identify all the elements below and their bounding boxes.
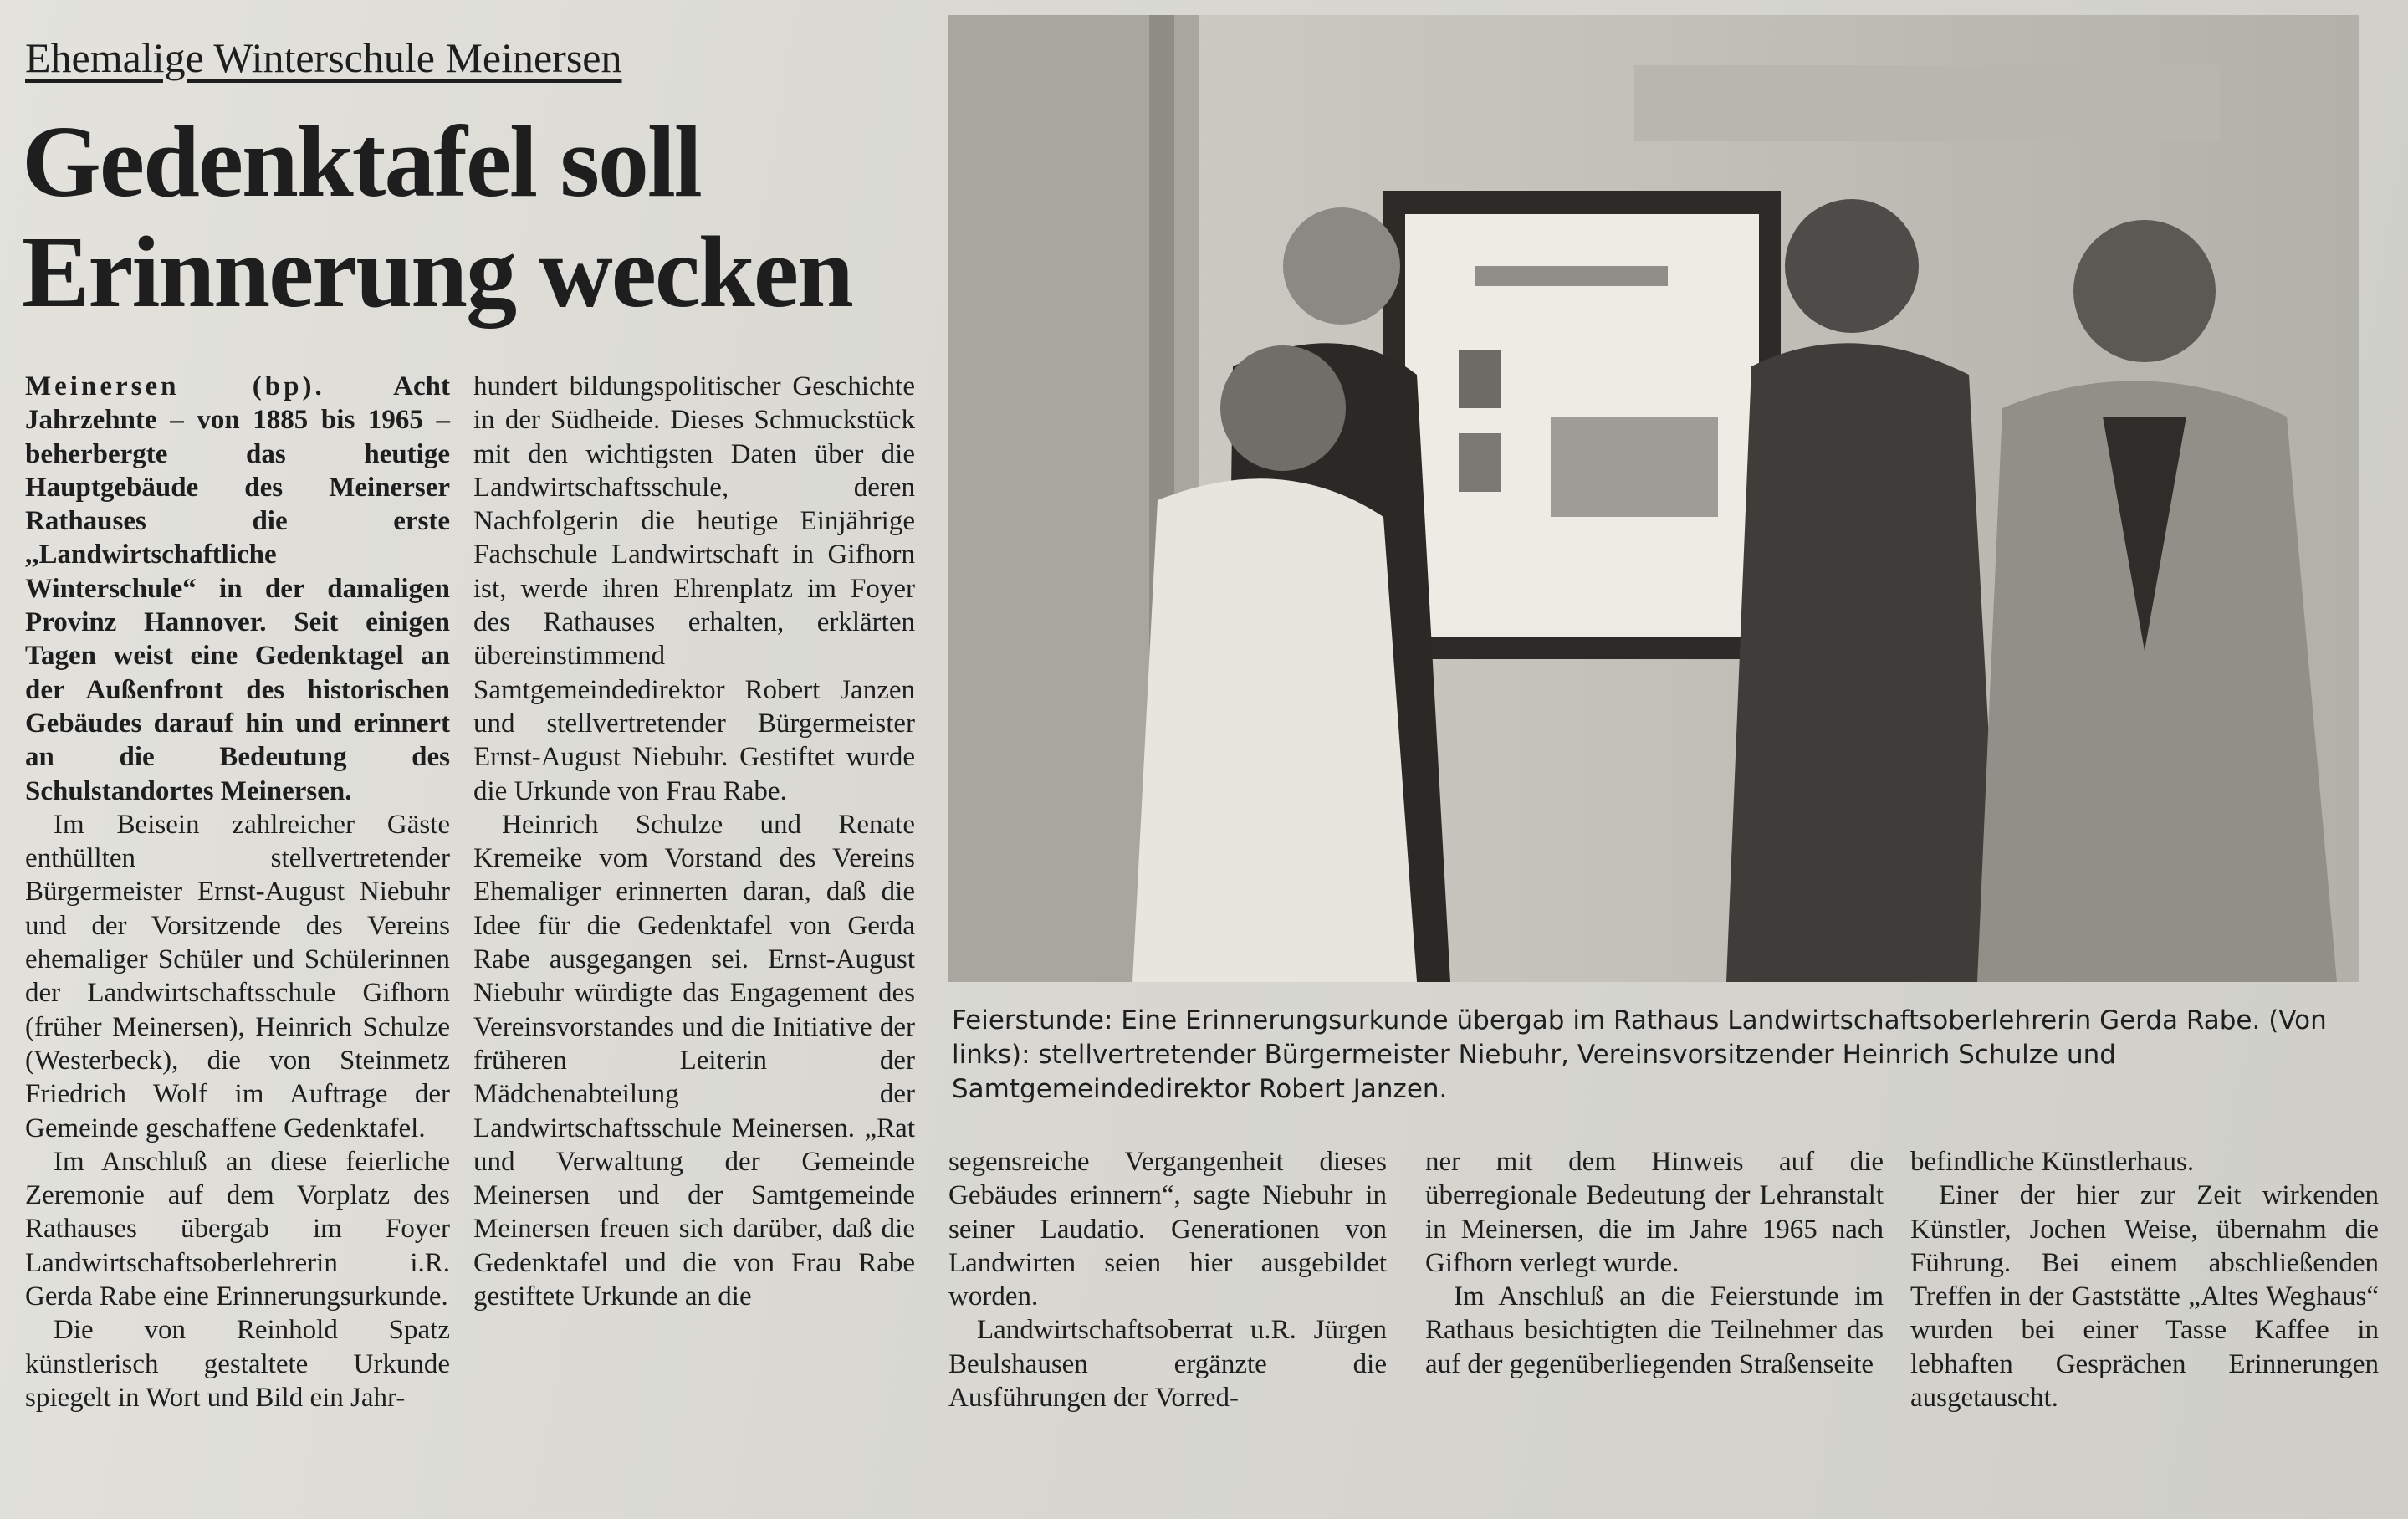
article-kicker: Ehemalige Winterschule Meinersen bbox=[25, 34, 622, 81]
text-column-3 bbox=[948, 1145, 1387, 1414]
person-head bbox=[1220, 345, 1346, 471]
photo-caption: Feierstunde: Eine Erinnerungsurkunde übergab im Rathaus Landwirtschaftsoberlehrerin Gerda Rabe. (Von links): stellvertretender Bürgermeister Niebuhr, Vereinsvorsitzender Heinrich Schulze und Samtgemeindedirektor Robert Janzen. bbox=[952, 1005, 2327, 1104]
dateline: Meinersen (bp). bbox=[25, 371, 325, 401]
person-head bbox=[2073, 220, 2216, 362]
text-column-5 bbox=[1910, 1145, 2379, 1414]
lead-paragraph bbox=[25, 370, 450, 808]
ceremony-photo-illustration bbox=[948, 15, 2359, 982]
paragraph: Heinrich Schulze und Renate Kremeike vom Vorstand des Vereins Ehemaliger erinnerten daran, daß die Idee für die Gedenktafel von Gerda Rabe ausgegangen sei. Ernst-August Niebuhr würdigte das Engagement des Vereinsvorstandes und die Initiative der früheren Leiterin der Mädchenabteilung der Landwirtschaftsschule Meinersen. „Rat und Verwaltung der Gemeinde Meinersen und der Samtgemeinde Meinersen freuen sich darüber, daß die Gedenktafel und die von Frau Rabe gestiftete Urkunde an die bbox=[473, 809, 915, 1312]
article-headline bbox=[22, 107, 925, 328]
person-head bbox=[1785, 199, 1919, 333]
paragraph: Die von Reinhold Spatz künstlerisch gestaltete Urkunde spiegelt in Wort und Bild ein Jahr- bbox=[25, 1315, 450, 1413]
text-column-2 bbox=[473, 370, 915, 1313]
paragraph: hundert bildungspolitischer Geschichte in der Südheide. Dieses Schmuckstück mit den wichtigsten Daten über die Landwirtschaftsschule, deren Nachfolgerin die heutige Einjährige Fachschule Landwirtschaft in Gifhorn ist, werde ihren Ehrenplatz im Foyer des Rathauses erhalten, erklärten übereinstimmend Samtgemeindedirektor Robert Janzen und stellvertretender Bürgermeister Ernst-August Niebuhr. Gestiftet wurde die Urkunde von Frau Rabe. bbox=[473, 371, 915, 806]
wall-lettering-shadow bbox=[1634, 65, 2220, 141]
paragraph: ner mit dem Hinweis auf die überregionale Bedeutung der Lehranstalt in Meinersen, die im Jahre 1965 nach Gifhorn verlegt wurde. bbox=[1425, 1147, 1884, 1278]
text-column-1 bbox=[25, 370, 450, 1414]
headline-line-2: Erinnerung wecken bbox=[22, 216, 852, 329]
paragraph: segensreiche Vergangenheit dieses Gebäudes erinnern“, sagte Niebuhr in seiner Laudatio. Generationen von Landwirten seien hier ausgebildet worden. bbox=[948, 1147, 1387, 1312]
headline-line-1: Gedenktafel soll bbox=[22, 105, 701, 218]
paragraph: Im Anschluß an die Feierstunde im Rathaus besichtigten die Teilnehmer das auf der gegenüberliegenden Straßenseite bbox=[1425, 1281, 1884, 1379]
text-column-4 bbox=[1425, 1145, 1884, 1381]
person-suit bbox=[1726, 343, 2002, 982]
person-light-dress bbox=[1132, 478, 1417, 982]
paragraph: Im Beisein zahlreicher Gäste enthüllten stellvertretender Bürgermeister Ernst-August Niebuhr und der Vorsitzende des Vereins ehemaliger Schüler und Schülerinnen der Landwirtschaftsschule Gifhorn (früher Meinersen), Heinrich Schulze (Westerbeck), die von Steinmetz Friedrich Wolf im Auftrage der Gemeinde geschaffene Gedenktafel. bbox=[25, 809, 450, 1143]
paragraph: Einer der hier zur Zeit wirkenden Künstler, Jochen Weise, übernahm die Führung. Bei einem abschließenden Treffen in der Gaststätte „Altes Weghaus“ wurden bei einer Tasse Kaffee in lebhaften Gesprächen Erinnerungen ausgetauscht. bbox=[1910, 1180, 2379, 1414]
person-head bbox=[1283, 207, 1400, 325]
certificate-title-line bbox=[1475, 266, 1668, 286]
certificate-portrait bbox=[1459, 350, 1501, 408]
lead-text: Acht Jahrzehnte – von 1885 bis 1965 – beherbergte das heutige Hauptgebäude des Meinerser Rathauses die erste ,,Landwirtschaftliche Winterschule“ in der damaligen Provinz Hannover. Seit einigen Tagen weist eine Gedenktagel an der Außenfront des historischen Gebäudes darauf hin und erinnert an die Bedeutung des Schulstandortes Meinersen. bbox=[25, 371, 451, 806]
paragraph: Landwirtschaftsoberrat u.R. Jürgen Beulshausen ergänzte die Ausführungen der Vorred- bbox=[948, 1315, 1387, 1414]
paragraph: Im Anschluß an diese feierliche Zeremonie auf dem Vorplatz des Rathauses übergab im Foyer Landwirtschaftsoberlehrerin i.R. Gerda Rabe eine Erinnerungsurkunde. bbox=[25, 1146, 450, 1312]
article-photo bbox=[948, 15, 2359, 982]
paragraph: befindliche Künstlerhaus. bbox=[1910, 1147, 2195, 1177]
certificate-building-image bbox=[1551, 417, 1718, 517]
certificate-portrait bbox=[1459, 433, 1501, 492]
